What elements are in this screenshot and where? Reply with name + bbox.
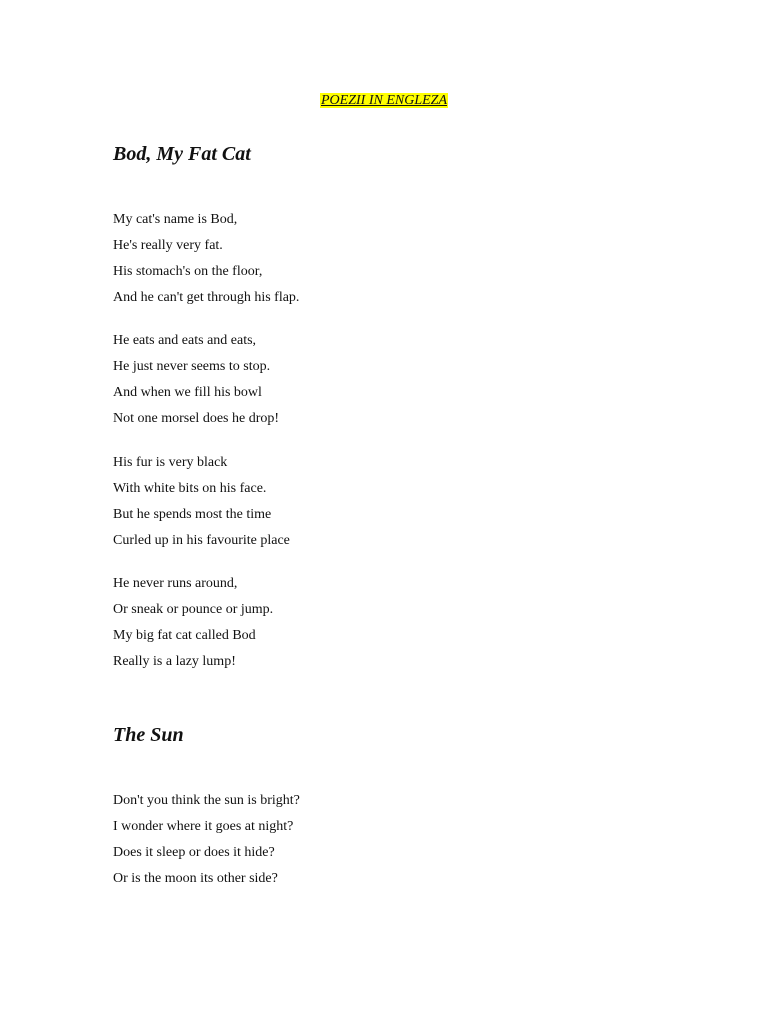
poem-line: Not one morsel does he drop! [113,411,280,426]
document-header [0,90,768,111]
poem-title: The Sun [113,724,184,746]
poem-line: With white bits on his face. [113,481,267,496]
poem-line: His stomach's on the floor, [113,264,263,279]
poem-line: And when we fill his bowl [113,385,262,400]
poem-line: His fur is very black [113,455,228,470]
poem-stanza [113,788,300,892]
poem-line: He eats and eats and eats, [113,333,257,348]
poem-line: He never runs around, [113,576,238,591]
poem-line: Don't you think the sun is bright? [113,793,300,808]
poem-line: Curled up in his favourite place [113,533,290,548]
poem-title: Bod, My Fat Cat [113,143,251,165]
poem-line: He just never seems to stop. [113,359,271,374]
poem-line: Or is the moon its other side? [113,871,278,886]
poem-line: My big fat cat called Bod [113,628,256,643]
poem-line: He's really very fat. [113,238,223,253]
poem-line: Does it sleep or does it hide? [113,845,275,860]
poem-stanza [113,328,279,432]
poem-line: But he spends most the time [113,507,272,522]
poem-line: I wonder where it goes at night? [113,819,294,834]
poem-line: Or sneak or pounce or jump. [113,602,274,617]
poem-line: And he can't get through his flap. [113,290,300,305]
poem-stanza [113,207,299,311]
poem-stanza [113,450,290,554]
poem-line: Really is a lazy lump! [113,654,236,669]
poem-line: My cat's name is Bod, [113,212,238,227]
document-header-text: POEZII IN ENGLEZA [321,93,447,108]
poem-stanza [113,571,273,675]
